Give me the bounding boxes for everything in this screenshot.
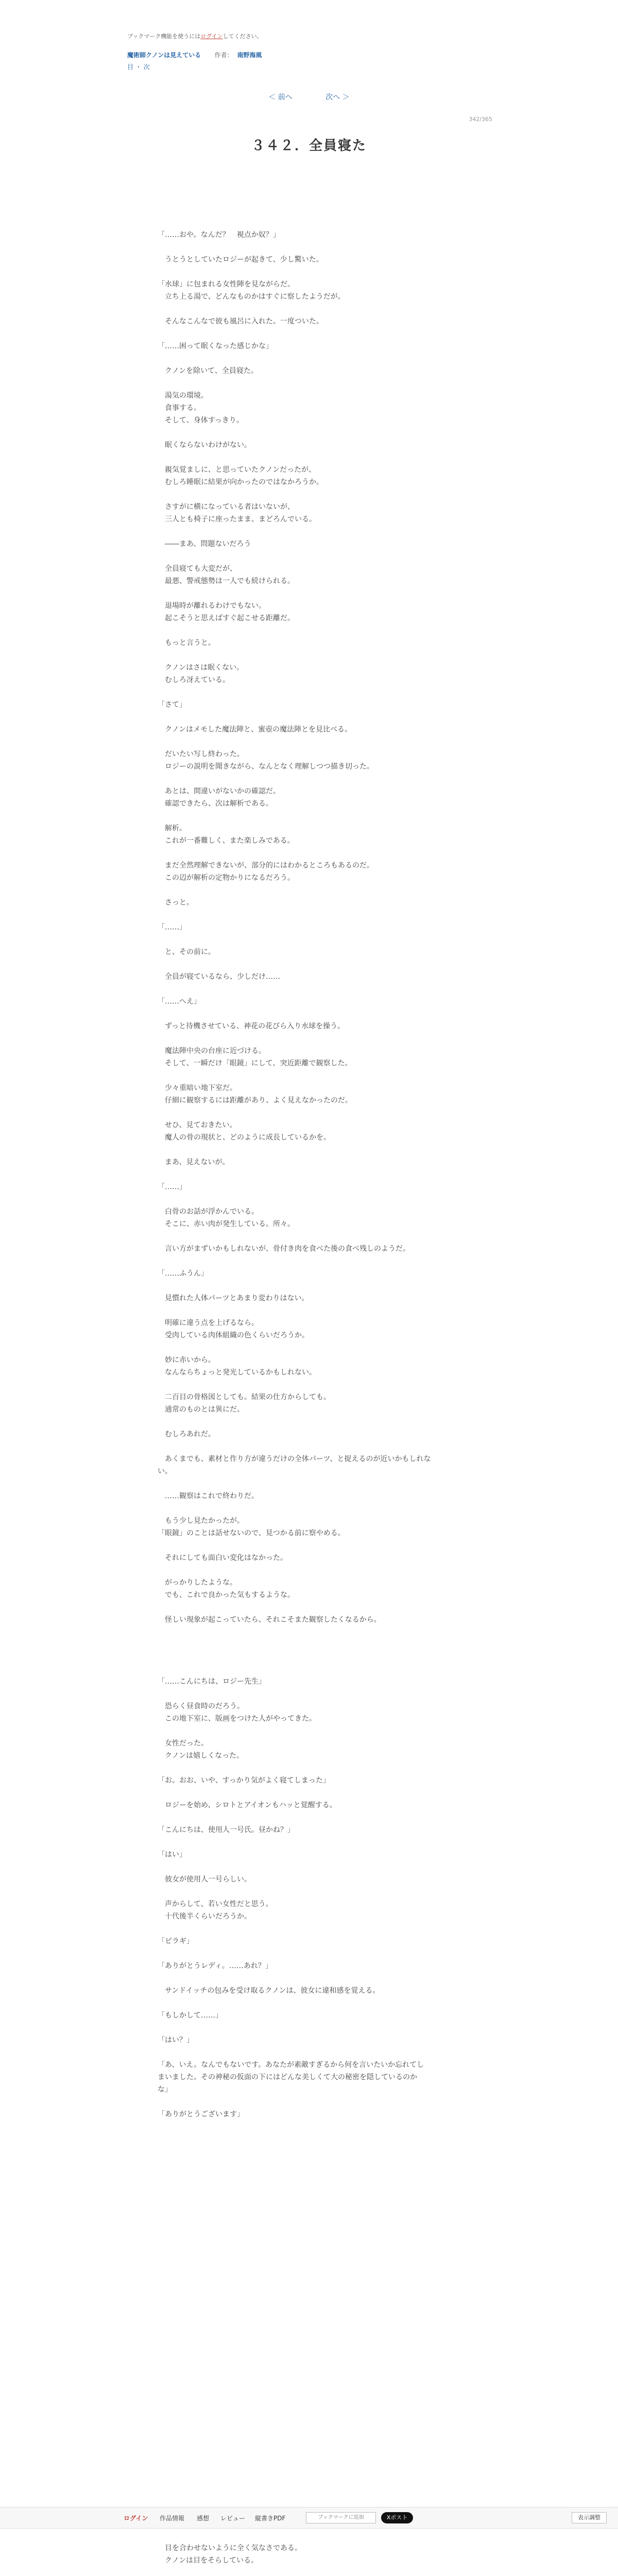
toolbar-login-button[interactable]: ログイン: [124, 2515, 148, 2522]
blank-line: [158, 1230, 467, 1243]
blank-line: [158, 1168, 467, 1181]
body-line: 「……ふうん」: [158, 1269, 208, 1278]
body-line: クノンはメモした魔法陣と、蜜壺の魔法陣とを見比べる。: [158, 725, 352, 734]
body-line: 女性だった。: [158, 1739, 208, 1748]
body-line: もう少し見たかったが。: [158, 1517, 244, 1525]
body-line: 湯気の環境。: [158, 392, 208, 400]
body-line: 「はい」: [158, 1851, 186, 1859]
blank-line: [158, 711, 467, 723]
body-line: クノンはさは眠くない。: [158, 664, 244, 672]
blank-line: [158, 427, 467, 439]
blank-line: [158, 1255, 467, 1267]
body-line: 白骨のお話が浮かんでいる。: [158, 1208, 259, 1216]
blank-line: [158, 1502, 467, 1515]
blank-line: [158, 1651, 467, 1663]
body-line: 「……おや。なんだ？ 視点か奴？」: [158, 231, 280, 239]
body-line: ロジーの説明を聞きながら、なんとなく理解しつつ描き切った。: [158, 762, 374, 771]
body-line: むしろ睡眠に結果が向かったのではなかろうか。: [158, 478, 323, 486]
body-line: 「眼鏡」のことは話せないので、見つかる前に察やめる。: [158, 1529, 345, 1537]
body-line: 妙に赤いから。: [158, 1356, 215, 1364]
body-line: まだ全然理解できないが、部分的にはわかるところもあるのだ。: [158, 861, 374, 870]
blank-line: [158, 2046, 467, 2059]
blank-line: [158, 1663, 467, 1675]
blank-line: [158, 1070, 467, 1082]
blank-line: [158, 266, 467, 278]
body-line: ロジーを始め、シロトとアイオンもハッと覚醒する。: [158, 1801, 337, 1809]
body-line: 言い方がまずいかもしれないが、骨付き肉を食べた後の食べ残しのようだ。: [158, 1245, 410, 1253]
blank-line: [158, 1811, 467, 1824]
blank-line: [158, 958, 467, 971]
author-link[interactable]: 南野海風: [237, 52, 262, 59]
body-line: むしろあれだ。: [158, 1430, 215, 1438]
blank-line: [158, 241, 467, 253]
body-line: ……観察はこれで終わりだ。: [158, 1492, 259, 1500]
blank-line: [158, 2096, 467, 2108]
body-line: あとは、間違いがないかの確認だ。: [158, 787, 280, 795]
body-line: 「あ、いえ。なんでもないです。あなたが素敵すぎるから何を言いたいか忘れてし: [158, 2061, 424, 2069]
page-header: [127, 32, 488, 71]
body-line: 通常のものとは異にだ。: [158, 1405, 244, 1414]
blank-line: [158, 2567, 467, 2576]
body-line: そして、身体すっきり。: [158, 416, 244, 425]
body-line: 「こんにちは、使用人一号氏。昼かね？」: [158, 1826, 295, 1834]
blank-line: [158, 1638, 467, 1651]
body-line: 立ち上る湯で、どんなものかはすぐに察したようだが。: [158, 293, 345, 301]
body-line: 十代後半くらいだろうか。: [158, 1912, 251, 1921]
body-line: 彼女が使用人一号らしい。: [158, 1875, 251, 1884]
body-line: 起こそうと思えばすぐ起こせる距離だ。: [158, 614, 295, 622]
login-link[interactable]: ログイン: [200, 33, 223, 40]
body-line: なんならちょっと発光しているかもしれない。: [158, 1368, 316, 1377]
body-line: と、その前に。: [158, 948, 215, 956]
body-line: 「はい？」: [158, 2036, 194, 2044]
body-line: 最悪、警戒態勢は一人でも続けられる。: [158, 577, 295, 585]
blank-line: [158, 303, 467, 315]
prev-chapter-link[interactable]: ＜ 前へ: [268, 93, 293, 101]
blank-line: [158, 1564, 467, 1577]
blank-line: [158, 1539, 467, 1552]
body-line: 解析。: [158, 824, 186, 833]
blank-line: [158, 1379, 467, 1391]
body-line: 受肉している肉体組織の色くらいだろうか。: [158, 1331, 309, 1340]
chapter-title: ３４２．全員寝た: [251, 138, 367, 154]
blank-line: [158, 884, 467, 896]
body-line: 全員が寝ているなら、少しだけ……: [158, 973, 280, 981]
body-line: 声からして、若い女性だと思う。: [158, 1900, 273, 1908]
body-line: クノンを除いて、全員寝た。: [158, 367, 258, 375]
body-line: 「……困って眠くなった感じかな」: [158, 342, 273, 350]
body-line: 眠くならないわけがない。: [158, 441, 251, 449]
login-notice: [127, 32, 488, 40]
body-line: それにしても面白い変化はなかった。: [158, 1554, 287, 1562]
body-line: 「ありがとうございます」: [158, 2110, 244, 2119]
reader-toolbar: [0, 2507, 618, 2529]
chapter-body-continued: [158, 2542, 467, 2576]
body-line: 少々重暗い地下室だ。: [158, 1084, 237, 1092]
body-line: さっと。: [158, 899, 194, 907]
body-line: 「……こんにちは、ロジー先生」: [158, 1677, 266, 1686]
blank-line: [158, 1997, 467, 2009]
body-line: 食事する。: [158, 404, 201, 412]
body-line: ずっと待機させている、神花の花びら入り水球を操う。: [158, 1022, 345, 1030]
body-line: 目を合わせないように全く気なさである。: [158, 2544, 302, 2552]
body-line: 「ありがとうレディ。……あれ？」: [158, 1962, 272, 1970]
impressions-link[interactable]: 感想: [197, 2515, 210, 2522]
body-line: 見慣れた人体パーツとあまり変わりはない。: [158, 1294, 309, 1302]
body-line: でも、これで良かった気もするような。: [158, 1591, 295, 1599]
body-line: 退場時が離れるわけでもない。: [158, 602, 266, 610]
body-line: な」: [158, 2086, 172, 2094]
body-line: クノンは嬉しくなった。: [158, 1752, 244, 1760]
body-line: い。: [158, 1467, 172, 1476]
blank-line: [158, 686, 467, 699]
blank-line: [158, 1886, 467, 1898]
next-chapter-link[interactable]: 次へ ＞: [325, 93, 350, 101]
blank-line: [158, 1787, 467, 1799]
body-line: さすがに横になっている者はいないが、: [158, 503, 295, 511]
blank-line: [158, 328, 467, 340]
body-line: サンドイッチの包みを受け取るクノンは、彼女に違和感を覚える。: [158, 1987, 380, 1995]
blank-line: [158, 2022, 467, 2034]
body-line: そこに、赤い肉が発生している。所々。: [158, 1220, 295, 1228]
blank-line: [158, 1440, 467, 1453]
body-line: 全員寝ても大変だが、: [158, 565, 237, 573]
series-info: [127, 50, 488, 59]
body-line: この地下室に、版画をつけた人がやってきた。: [158, 1715, 316, 1723]
chapter-pager: [0, 92, 618, 102]
body-line: 「もしかして……」: [158, 2011, 222, 2020]
body-line: これが一番難しく、また楽しみである。: [158, 837, 295, 845]
body-line: だいたい写し終わった。: [158, 750, 244, 758]
blank-line: [158, 526, 467, 538]
body-line: 二百目の骨格図としても。結果の仕方からしても。: [158, 1393, 331, 1401]
blank-line: [158, 649, 467, 662]
body-line: 魔人の骨の現状と、どのように成長しているかを。: [158, 1133, 331, 1142]
x-share-button[interactable]: Xポスト: [381, 2512, 413, 2523]
body-line: 「お。おお、いや、すっかり気がよく寝てしまった」: [158, 1776, 330, 1785]
blank-line: [158, 1193, 467, 1206]
blank-line: [158, 1416, 467, 1428]
blank-line: [158, 1601, 467, 1614]
blank-line: [158, 909, 467, 921]
body-line: 明確に違う点を上げるなら。: [158, 1319, 259, 1327]
blank-line: [158, 1861, 467, 1873]
body-line: 確認できたら、次は解析である。: [158, 800, 273, 808]
body-line: がっかりしたような。: [158, 1579, 237, 1587]
review-link[interactable]: レビュー: [220, 2515, 246, 2522]
blank-line: [158, 810, 467, 822]
blank-line: [158, 1304, 467, 1317]
body-line: そんなこんなで彼も風呂に入れた。一度ついた。: [158, 317, 323, 326]
display-settings-button[interactable]: 表示調整: [572, 2512, 607, 2523]
body-line: 「水球」に包まれる女性陣を見ながらだ。: [158, 280, 295, 289]
body-line: むしろ冴えている。: [158, 676, 230, 684]
blank-line: [158, 847, 467, 859]
body-line: 恐らく昼食時のだろう。: [158, 1702, 244, 1710]
body-line: 「ピラギ」: [158, 1937, 194, 1945]
blank-line: [158, 1032, 467, 1045]
blank-line: [158, 1144, 467, 1156]
blank-line: [158, 624, 467, 637]
table-of-contents-link[interactable]: 目 ・ 次: [127, 63, 150, 71]
blank-line: [158, 1342, 467, 1354]
blank-line: [158, 1107, 467, 1119]
blank-line: [158, 1947, 467, 1960]
body-line: 「……」: [158, 1183, 186, 1191]
blank-line: [158, 1972, 467, 1985]
blank-line: [158, 1923, 467, 1935]
body-line: 「……へえ」: [158, 997, 201, 1006]
blank-line: [158, 587, 467, 600]
blank-line: [158, 352, 467, 365]
body-line: ――まあ、問題ないだろう: [158, 540, 251, 548]
vertical-pdf-link[interactable]: 縦書きPDF: [255, 2515, 286, 2522]
body-line: 三人とも椅子に座ったまま、まどろんでいる。: [158, 515, 316, 523]
blank-line: [158, 451, 467, 464]
body-line: あくまでも、素材と作り方が違うだけの全体パーツ、と捉えるのが近いかもしれな: [158, 1455, 431, 1463]
notice-suffix: してください。: [222, 33, 263, 40]
body-line: クノンは目をそらしている。: [158, 2556, 259, 2565]
body-line: 親気覚ましに、と思っていたクノンだったが、: [158, 466, 316, 474]
blank-line: [158, 1280, 467, 1292]
works-info-link[interactable]: 作品情報: [160, 2515, 185, 2522]
bookmark-add-button[interactable]: ブックマークに追加: [306, 2512, 376, 2523]
body-line: まいました。その神秘の仮面の下にはどんな美しくて大の秘密を隠しているのか: [158, 2073, 417, 2081]
body-line: 仔細に観察するには距離があり、よく見えなかったのだ。: [158, 1096, 352, 1105]
body-line: もっと言うと。: [158, 639, 215, 647]
blank-line: [158, 1478, 467, 1490]
blank-line: [158, 377, 467, 389]
body-line: まあ、見えないが。: [158, 1158, 230, 1166]
blank-line: [158, 983, 467, 995]
author-label: 作者：: [214, 52, 233, 59]
body-line: 怪しい現象が起こっていたら、それこそまた観察したくなるから。: [158, 1616, 381, 1624]
series-title-link[interactable]: 魔術師クノンは見えている: [127, 52, 201, 59]
chapter-counter: 342/365: [469, 116, 492, 123]
body-line: せひ、見ておきたい。: [158, 1121, 237, 1129]
body-line: そして、一瞬だけ「眼鏡」にして、突近距離で観察した。: [158, 1059, 352, 1067]
body-line: この辺が解析の定物かりになるだろう。: [158, 874, 295, 882]
blank-line: [158, 1725, 467, 1737]
notice-prefix: ブックマーク機能を使うには: [127, 33, 201, 40]
body-line: 「さて」: [158, 701, 186, 709]
body-line: 「……」: [158, 923, 186, 931]
blank-line: [158, 736, 467, 748]
blank-line: [158, 934, 467, 946]
blank-line: [158, 1688, 467, 1700]
blank-line: [158, 773, 467, 785]
blank-line: [158, 488, 467, 501]
body-line: 魔法陣中央の台座に近づける。: [158, 1047, 266, 1055]
chapter-body: [158, 229, 467, 2121]
blank-line: [158, 1762, 467, 1774]
body-line: うとうとしていたロジーが起きて、少し驚いた。: [158, 256, 323, 264]
blank-line: [158, 1836, 467, 1849]
blank-line: [158, 1008, 467, 1020]
blank-line: [158, 1626, 467, 1638]
blank-line: [158, 550, 467, 563]
